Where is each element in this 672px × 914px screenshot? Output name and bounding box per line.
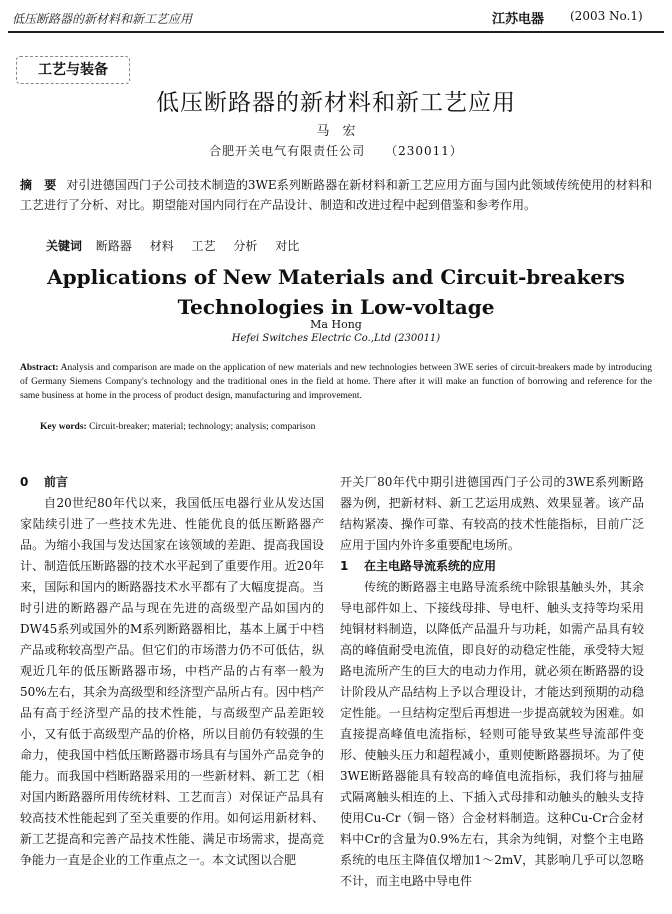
section-number: 0 bbox=[20, 475, 29, 489]
body-column-right bbox=[340, 472, 644, 892]
section-tag: 工艺与装备 bbox=[16, 56, 130, 84]
abstract-label-chinese: 摘 要 bbox=[20, 178, 57, 192]
keyword-item: 对比 bbox=[275, 239, 300, 253]
keyword-item: 材料 bbox=[149, 239, 174, 253]
keyword-item: 分析 bbox=[233, 239, 258, 253]
title-english-line1: Applications of New Materials and Circuit-breakers bbox=[47, 265, 625, 289]
author-chinese: 马 宏 bbox=[316, 124, 356, 139]
section-title: 前言 bbox=[44, 475, 69, 489]
section-heading bbox=[340, 556, 644, 577]
author-english: Ma Hong bbox=[310, 318, 362, 331]
running-head-journal: 江苏电器 bbox=[492, 12, 545, 27]
keywords-text-english: Circuit-breaker; material; technology; analysis; comparison bbox=[86, 422, 316, 432]
body-paragraph: 自20世纪80年代以来，我国低压电器行业从发达国家陆续引进了一些技术先进、性能优良的低压断路器产品。为缩小我国与发达国家在该领域的差距、提高我国设计、制造低压断路器的技术水平起到了重要作用。近20年来，国际和国内的断路器技术水平都有了大幅度提高。当时引进的断路器产品与现在先进的高级型产品如国内的DW45系列或国外的M系列断路器相比，基本上属于中档产品或称较高型产品。但它们的市场潜力仍不可低估，纵观近几年的低压断路器市场，中档产品的占有率一般为50%左右，其余为高级型和经济型产品所占有。因中档产品有高于经济型产品的技术性能，与高级型产品差距较小，又有低于高级型产品的价格，所以目前仍有较强的生命力，使我国中档低压断路器市场具有与国外产品竞争的能力。而我国中档断路器采用的一些新材料、新工艺（相对国内断路器所用传统材料、工艺而言）对保证产品具有较高技术性能起到了至关重要的作用。如何运用新材料、新工艺提高和完善产品技术性能、满足市场需求，提高竞争能力一直是企业的工作重点之一。本文试图以合肥 bbox=[20, 496, 324, 867]
section-number: 1 bbox=[340, 559, 349, 573]
keywords-chinese bbox=[46, 237, 313, 254]
affiliation-chinese: 合肥开关电气有限责任公司 （230011） bbox=[209, 144, 463, 158]
section-heading bbox=[20, 472, 324, 493]
section-title: 在主电路导流系统的应用 bbox=[364, 559, 497, 573]
running-head-title: 低压断路器的新材料和新工艺应用 bbox=[12, 12, 193, 26]
abstract-label-english: Abstract: bbox=[20, 363, 59, 373]
keyword-item: 工艺 bbox=[191, 239, 216, 253]
keywords-english bbox=[40, 422, 315, 432]
abstract-chinese bbox=[20, 175, 652, 215]
body-column-left bbox=[20, 472, 324, 871]
header-rule bbox=[8, 31, 664, 33]
abstract-text-chinese: 对引进德国西门子公司技术制造的3WE系列断路器在新材料和新工艺应用方面与国内此领域传统使用的材料和工艺进行了分析、对比。期望能对国内同行在产品设计、制造和改进过程中起到借鉴和参考作用。 bbox=[20, 178, 652, 212]
abstract-english bbox=[20, 361, 652, 403]
body-paragraph: 开关厂80年代中期引进德国西门子公司的3WE系列断路器为例，把新材料、新工艺运用成熟、效果显著。该产品结构紧凑、操作可靠、有较高的技术性能指标，目前广泛应用于国内外许多重要配电场所。 bbox=[340, 475, 644, 552]
title-english-line2: Technologies in Low-voltage bbox=[177, 295, 495, 319]
keywords-label-english: Key words: bbox=[40, 422, 87, 432]
running-head-issue: (2003 No.1) bbox=[570, 9, 643, 23]
title-english bbox=[0, 262, 672, 322]
title-chinese: 低压断路器的新材料和新工艺应用 bbox=[156, 90, 516, 116]
keyword-item: 断路器 bbox=[95, 239, 132, 253]
affiliation-english: Hefei Switches Electric Co.,Ltd (230011) bbox=[231, 333, 441, 344]
body-paragraph: 传统的断路器主电路导流系统中除银基触头外，其余导电部件如上、下接线母排、导电杆、触头支持等均采用纯铜材料制造，以降低产品温升与功耗，如需产品具有较高的峰值耐受电流值，即良好的动稳定性能，承受特大短路电流所产生的巨大的电动力作用，就必须在断路器的设计阶段从产品结构上予以合理设计，才能达到预期的动稳定性能。一旦结构定型后再想进一步提高就较为困难。如直接提高峰值电流指标，轻则可能导致某些导流部件变形、使触头压力和超程减小，重则使断路器损坏。为了使3WE断路器能具有较高的峰值电流指标，我们将与抽屉式隔离触头相连的上、下插入式母排和动触头的触头支持使用Cu-Cr（铜－铬）合金材料制造。这种Cu-Cr合金材料中Cr的含量为0.9%左右，其余为纯铜，对整个主电路系统的电压主降值仅增加1～2mV，其影响几乎可以忽略不计，而主电路中导电件 bbox=[340, 580, 644, 888]
keywords-label-chinese: 关键词 bbox=[46, 239, 83, 253]
abstract-text-english: Analysis and comparison are made on the application of new materials and new technologies between 3WE series of circuit-breakers made by introducing of Germany Siemens Company's technology and the traditional ones in the field at home. There after it will make an function of borrowing and reference for the same business at home in the process of product design, manufacturing and improvement. bbox=[20, 363, 652, 401]
